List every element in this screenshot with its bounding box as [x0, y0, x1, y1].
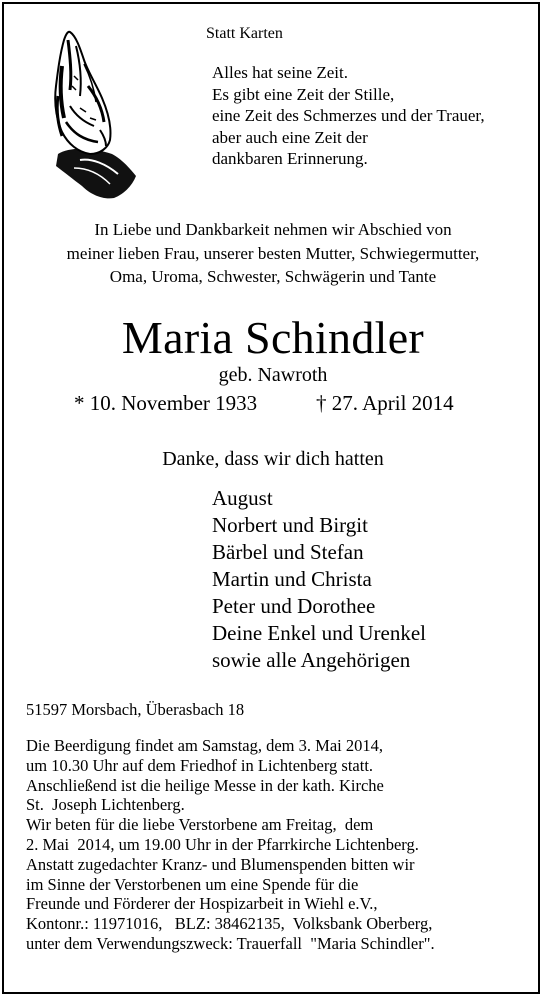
details-line: Anschließend ist die heilige Messe in der kath. Kirche [26, 775, 384, 795]
intro-text [0, 218, 546, 289]
death-date: † 27. April 2014 [316, 391, 454, 415]
details-line: um 10.30 Uhr auf dem Friedhof in Lichtenberg statt. [26, 755, 374, 775]
funeral-details [26, 736, 435, 954]
statt-karten-label: Statt Karten [206, 25, 283, 42]
thanks-line: Danke, dass wir dich hatten [162, 448, 384, 470]
family-list [212, 485, 426, 674]
poem [212, 62, 485, 170]
details-line: Wir beten für die liebe Verstorbene am Freitag, dem [26, 815, 374, 835]
deceased-name: Maria Schindler [121, 312, 425, 363]
poem-line: Alles hat seine Zeit. [212, 63, 348, 82]
poem-line: aber auch eine Zeit der [212, 127, 368, 147]
intro-line: Oma, Uroma, Schwester, Schwägerin und Tante [109, 267, 437, 286]
address: 51597 Morsbach, Überasbach 18 [26, 700, 245, 719]
poem-line: dankbaren Erinnerung. [212, 149, 368, 168]
details-line: im Sinne der Verstorbenen um eine Spende für die [26, 874, 359, 894]
family-member: August [212, 486, 273, 510]
details-line: Freunde und Förderer der Hospizarbeit in Wiehl e.V., [26, 894, 378, 914]
family-member: Peter und Dorothee [212, 594, 376, 618]
details-line: Die Beerdigung findet am Samstag, dem 3. Mai 2014, [26, 736, 383, 755]
details-line: 2. Mai 2014, um 19.00 Uhr in der Pfarrkirche Lichtenberg. [26, 834, 419, 854]
details-line: St. Joseph Lichtenberg. [26, 795, 185, 815]
family-member: Bärbel und Stefan [212, 540, 364, 564]
family-member: Deine Enkel und Urenkel [212, 621, 427, 645]
birth-date: * 10. November 1933 [74, 391, 258, 415]
poem-line: Es gibt eine Zeit der Stille, [212, 84, 395, 104]
maiden-name: geb. Nawroth [218, 364, 328, 386]
intro-line: In Liebe und Dankbarkeit nehmen wir Abschied von [94, 220, 452, 239]
details-line: Kontonr.: 11971016, BLZ: 38462135, Volksbank Oberberg, [26, 914, 433, 934]
family-member: sowie alle Angehörigen [212, 648, 411, 672]
praying-hands-icon [40, 26, 152, 202]
poem-line: eine Zeit des Schmerzes und der Trauer, [212, 106, 485, 125]
intro-line: meiner lieben Frau, unserer besten Mutter, Schwiegermutter, [66, 243, 480, 263]
details-line: unter dem Verwendungszweck: Trauerfall "Maria Schindler". [26, 933, 435, 953]
family-member: Martin und Christa [212, 567, 372, 591]
details-line: Anstatt zugedachter Kranz- und Blumenspenden bitten wir [26, 854, 415, 874]
family-member: Norbert und Birgit [212, 513, 368, 537]
